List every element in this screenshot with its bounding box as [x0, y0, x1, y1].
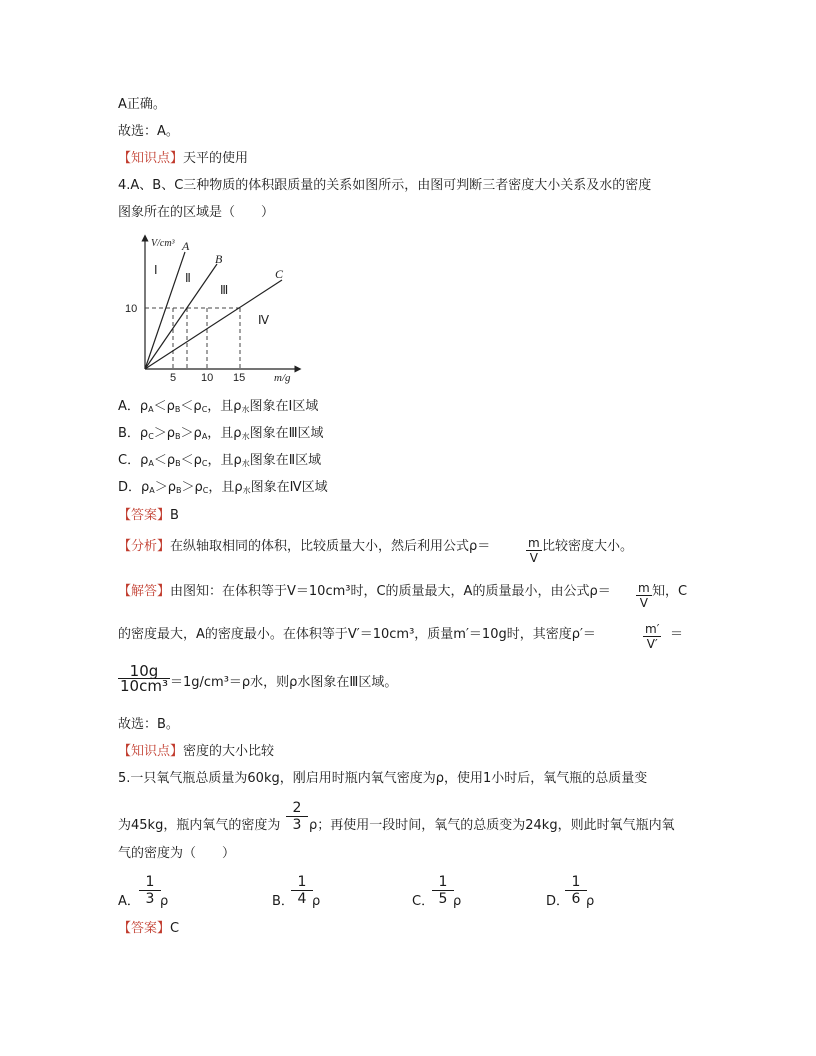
q5-stem-fraction [286, 800, 308, 833]
fraction-denominator: 10cm³ [120, 677, 168, 695]
fraction-denominator: 4 [297, 891, 307, 907]
subscript: B [175, 459, 181, 468]
q4-option-a [118, 398, 318, 419]
knowledge-point-text: 密度的大小比较 [183, 744, 275, 759]
subscript: A [148, 459, 154, 468]
analysis-fraction [526, 536, 542, 565]
q5-option-d-letter: D． [546, 894, 570, 909]
rho: ρ [140, 453, 149, 468]
q4-analysis [118, 538, 490, 556]
answer-value: B [170, 508, 179, 523]
analysis-text-post: 比较密度大小。 [542, 539, 634, 554]
operator: ＞ρ [180, 426, 202, 441]
option-text: ，且ρ [207, 453, 242, 468]
option-text: ，且ρ [207, 399, 242, 414]
subscript: 水 [241, 459, 250, 468]
option-text: 图象在Ⅱ区域 [249, 453, 322, 468]
option-text: ，且ρ [208, 480, 243, 495]
q5-option-a-letter: A． [118, 894, 140, 909]
x-tick-5: 5 [170, 372, 177, 384]
option-text: 图象在Ⅰ区域 [249, 399, 319, 414]
fraction-numerator: 2 [286, 800, 308, 817]
operator: ＜ρ [180, 399, 202, 414]
subscript: B [174, 405, 181, 414]
option-letter: B． [118, 426, 140, 441]
x-axis-label: m/g [274, 372, 291, 384]
fraction-numerator: m [638, 581, 650, 595]
prev-knowledge-point [118, 150, 248, 168]
rho: ρ [139, 426, 149, 441]
line-b-label: B [215, 252, 223, 266]
q5-option-c-unit: ρ [453, 894, 462, 909]
subscript: B [175, 432, 181, 441]
fraction-denominator: 5 [438, 891, 448, 907]
knowledge-point-tag: 【知识点】 [118, 151, 184, 166]
q5-stem-line2-post: ρ；再使用一段时间，氧气的总质变为24kg，则此时氧气瓶内氧 [309, 818, 675, 833]
subscript: A [148, 405, 154, 414]
fraction-denominator: 6 [571, 891, 581, 907]
subscript: A [149, 486, 155, 495]
fraction-numerator: 1 [432, 874, 454, 891]
q5-option-d-fraction [565, 874, 587, 907]
q4-stem-line2: 图象所在的区域是（ ） [118, 205, 275, 220]
analysis-tag: 【分析】 [118, 539, 171, 554]
x-tick-10: 10 [201, 372, 214, 384]
y-tick-10: 10 [125, 303, 138, 315]
q5-option-d-unit: ρ [586, 894, 595, 909]
subscript: B [176, 486, 182, 495]
subscript: 水 [241, 432, 250, 441]
answer-tag: 【答案】 [118, 508, 171, 523]
q4-option-d [118, 479, 328, 500]
rho: ρ [139, 399, 149, 414]
solution-text: 由图知：在体积等于V＝10cm³时，C的质量最大，A的质量最小，由公式ρ＝ [170, 584, 611, 599]
fraction-numerator: 1 [291, 874, 313, 891]
solution-line3-post: ＝1g/cm³＝ρ水，则ρ水图象在Ⅲ区域。 [170, 675, 398, 690]
region-4-label: Ⅳ [258, 313, 270, 327]
option-letter: C． [118, 453, 141, 468]
option-text: ，且ρ [207, 426, 242, 441]
solution-fraction-3 [118, 664, 170, 693]
rho: ρ [141, 480, 150, 495]
subscript: C [201, 405, 208, 414]
q5-stem-line1: 5.一只氧气瓶总质量为60kg，刚启用时瓶内氧气密度为ρ，使用1小时后，氧气瓶的总质量变 [118, 771, 648, 786]
subscript: 水 [241, 405, 250, 414]
operator: ＜ρ [153, 453, 176, 468]
operator: ＞ρ [154, 480, 177, 495]
fraction-denominator: 3 [145, 891, 155, 907]
fraction-denominator: V [639, 596, 648, 610]
operator: ＜ρ [180, 453, 202, 468]
q4-answer [118, 507, 179, 525]
line-b [145, 264, 217, 369]
fraction-denominator: V′ [646, 637, 658, 651]
y-axis-label: V/cm³ [151, 238, 175, 249]
subscript: 水 [242, 486, 251, 495]
option-letter: A． [118, 399, 140, 414]
q5-option-b-unit: ρ [312, 894, 321, 909]
q5-stem-line2-pre: 为45kg，瓶内氧气的密度为 [118, 818, 281, 833]
solution-line2-post: ＝ [670, 627, 684, 642]
operator: ＞ρ [181, 480, 203, 495]
fraction-denominator: V [529, 551, 538, 565]
fraction-numerator: m′ [645, 622, 660, 636]
x-tick-15: 15 [233, 372, 246, 384]
q5-option-c-letter: C． [412, 894, 435, 909]
fraction-numerator: m [528, 536, 540, 550]
knowledge-point-tag: 【知识点】 [118, 744, 184, 759]
q4-volume-mass-graph [118, 232, 308, 392]
answer-tag: 【答案】 [118, 921, 171, 936]
solution-tag: 【解答】 [118, 584, 171, 599]
subscript: C [148, 432, 154, 441]
fraction-denominator: 3 [292, 817, 302, 833]
fraction-numerator: 1 [139, 874, 161, 891]
q4-choose-line: 故选：B。 [118, 717, 179, 732]
q4-option-b [118, 425, 324, 446]
q4-knowledge-point [118, 743, 274, 761]
region-2-label: Ⅱ [185, 271, 191, 285]
solution-line1-post: 知，C [652, 584, 688, 599]
q5-option-b-fraction [291, 874, 313, 907]
line-a-label: A [182, 239, 190, 253]
q5-option-b-letter: B． [272, 894, 294, 909]
subscript: C [202, 486, 209, 495]
fraction-numerator: 10g [118, 664, 170, 679]
fraction-numerator: 1 [565, 874, 587, 891]
operator: ＞ρ [153, 426, 176, 441]
answer-value: C [170, 921, 180, 936]
solution-fraction-2 [643, 622, 661, 651]
q4-stem-line1: 4.A、B、C三种物质的体积跟质量的关系如图所示，由图可判断三者密度大小关系及水的密度 [118, 178, 652, 193]
option-letter: D． [118, 480, 142, 495]
analysis-text-pre: 在纵轴取相同的体积，比较质量大小，然后利用公式ρ＝ [170, 539, 491, 554]
region-3-label: Ⅲ [220, 283, 229, 297]
q4-solution-line1 [118, 583, 611, 601]
prev-choose-line: 故选：A。 [118, 124, 179, 139]
q5-option-a-fraction [139, 874, 161, 907]
q4-option-c [118, 452, 321, 473]
region-1-label: Ⅰ [154, 263, 158, 277]
line-c-label: C [275, 267, 284, 281]
subscript: A [201, 432, 208, 441]
q5-option-c-fraction [432, 874, 454, 907]
solution-fraction-1 [636, 581, 652, 610]
prev-answer-line: A正确。 [118, 97, 166, 112]
subscript: C [201, 459, 208, 468]
q5-answer [118, 920, 179, 938]
knowledge-point-text: 天平的使用 [183, 151, 249, 166]
q5-stem-line3: 气的密度为（ ） [118, 846, 236, 861]
option-text: 图象在Ⅳ区域 [250, 480, 328, 495]
q5-option-a-unit: ρ [160, 894, 169, 909]
option-text: 图象在Ⅲ区域 [249, 426, 324, 441]
operator: ＜ρ [153, 399, 175, 414]
q4-solution-line2: 的密度最大，A的密度最小。在体积等于V′＝10cm³，质量m′＝10g时，其密度ρ′＝ [118, 627, 596, 642]
line-a [145, 252, 185, 369]
